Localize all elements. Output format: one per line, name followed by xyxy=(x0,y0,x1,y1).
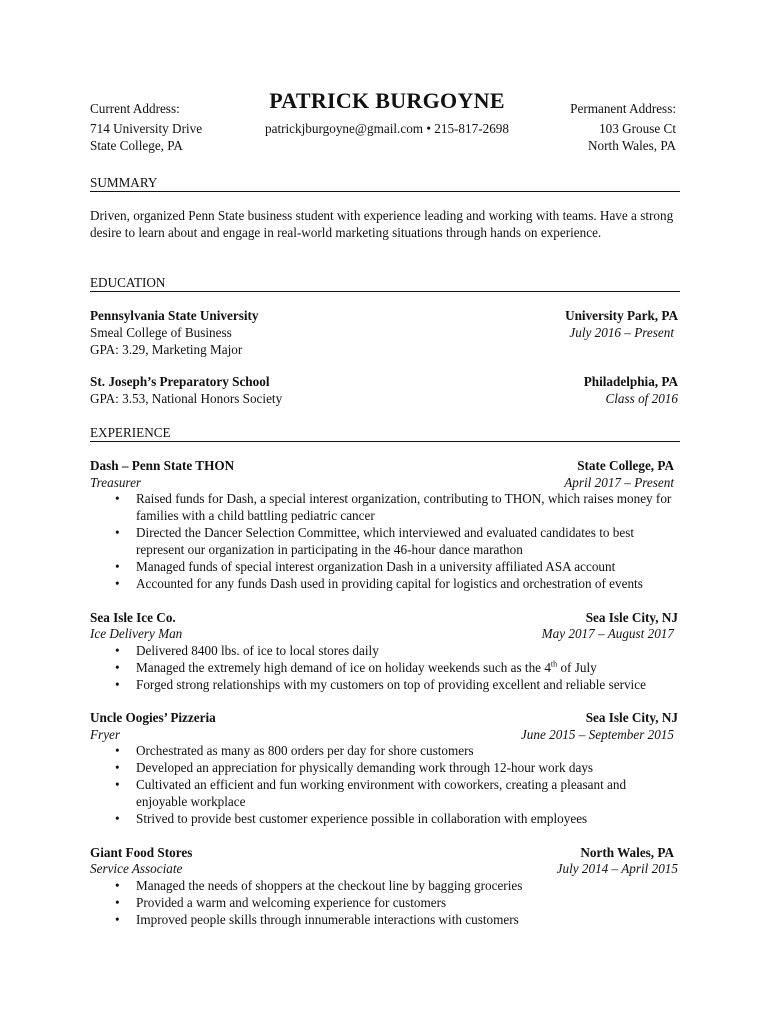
summary-heading: SUMMARY xyxy=(90,175,158,190)
job-bullets xyxy=(90,877,680,928)
list-item: • Managed the extremely high demand of ice on holiday weekends such as the 4th of July xyxy=(115,659,597,675)
job-dates: June 2015 – September 2015 xyxy=(520,727,674,742)
bullet-icon: • xyxy=(115,743,120,758)
school-row xyxy=(90,324,678,341)
list-item: • Provided a warm and welcoming experience for customers xyxy=(115,895,447,910)
job-role: Service Associate xyxy=(90,861,183,876)
school-row xyxy=(90,373,678,390)
job-header xyxy=(90,457,678,474)
bullet-icon: • xyxy=(115,660,120,675)
job-bullets xyxy=(90,742,680,827)
list-item: • Forged strong relationships with my customers on top of providing excellent and reliable service xyxy=(115,677,646,692)
job-org: Uncle Oogies’ Pizzeria xyxy=(90,710,216,725)
job-bullets xyxy=(90,490,680,592)
bullet-icon: • xyxy=(115,525,120,540)
job-subheader xyxy=(90,625,678,642)
job-header xyxy=(90,844,678,861)
current-address-line1: 714 University Drive xyxy=(90,121,203,136)
job-header xyxy=(90,609,678,626)
current-address-label: Current Address: xyxy=(90,101,180,116)
job-dates: May 2017 – August 2017 xyxy=(541,626,674,641)
school-location: Philadelphia, PA xyxy=(583,374,678,389)
bullet-icon: • xyxy=(115,677,120,692)
school-dates: Class of 2016 xyxy=(605,391,678,406)
job-org: Dash – Penn State THON xyxy=(90,458,235,473)
permanent-address-line1: 103 Grouse Ct xyxy=(599,121,676,136)
current-address-line2: State College, PA xyxy=(90,138,183,153)
list-item: • Developed an appreciation for physically demanding work through 12-hour work days xyxy=(115,760,594,775)
job-location: Sea Isle City, NJ xyxy=(585,710,678,725)
job-location: North Wales, PA xyxy=(580,845,674,860)
permanent-address-label: Permanent Address: xyxy=(570,101,676,116)
school-name: Pennsylvania State University xyxy=(90,308,259,323)
education-divider xyxy=(90,291,680,292)
job-header xyxy=(90,709,678,726)
bullet-icon: • xyxy=(115,895,120,910)
list-item: • Improved people skills through innumerable interactions with customers xyxy=(115,912,519,927)
bullet-icon: • xyxy=(115,811,120,826)
list-item: • Orchestrated as many as 800 orders per day for shore customers xyxy=(115,743,474,758)
candidate-name: PATRICK BURGOYNE xyxy=(269,88,505,113)
permanent-address-line2: North Wales, PA xyxy=(588,138,676,153)
bullet-icon: • xyxy=(115,491,120,506)
school-detail: Smeal College of Business xyxy=(90,325,232,340)
list-item: • Strived to provide best customer experience possible in collaboration with employees xyxy=(115,811,588,826)
job-subheader xyxy=(90,860,678,877)
list-item: • Raised funds for Dash, a special interest organization, contributing to THON, which raises money for families with a child battling pediatric cancer xyxy=(115,491,672,523)
job-role: Ice Delivery Man xyxy=(90,626,183,641)
summary-text: Driven, organized Penn State business student with experience leading and working with teams. Have a strong desire to learn about and engage in real-world marketing situations through hands on experience. xyxy=(90,208,674,240)
summary-divider xyxy=(90,191,680,192)
job-role: Fryer xyxy=(90,727,121,742)
bullet-icon: • xyxy=(115,643,120,658)
school-location: University Park, PA xyxy=(565,308,678,323)
bullet-icon: • xyxy=(115,878,120,893)
school-gpa: GPA: 3.53, National Honors Society xyxy=(90,391,283,406)
job-location: State College, PA xyxy=(577,458,674,473)
bullet-icon: • xyxy=(115,760,120,775)
bullet-icon: • xyxy=(115,576,120,591)
job-subheader xyxy=(90,726,678,743)
list-item: • Managed funds of special interest organization Dash in a university affiliated ASA account xyxy=(115,559,616,574)
job-org: Sea Isle Ice Co. xyxy=(90,610,176,625)
contact-line: patrickjburgoyne@gmail.com • 215-817-2698 xyxy=(265,121,509,136)
bullet-icon: • xyxy=(115,559,120,574)
school-row xyxy=(90,341,678,358)
list-item: • Cultivated an efficient and fun working environment with coworkers, creating a pleasant and enjoyable workplace xyxy=(115,777,627,809)
job-subheader xyxy=(90,474,678,491)
school-row xyxy=(90,390,678,407)
school-row xyxy=(90,307,678,324)
school-gpa: GPA: 3.29, Marketing Major xyxy=(90,342,243,357)
job-role: Treasurer xyxy=(90,475,142,490)
bullet-icon: • xyxy=(115,912,120,927)
list-item: • Accounted for any funds Dash used in providing capital for logistics and orchestration of events xyxy=(115,576,643,591)
job-dates: July 2014 – April 2015 xyxy=(556,861,678,876)
experience-divider xyxy=(90,441,680,442)
school-name: St. Joseph’s Preparatory School xyxy=(90,374,270,389)
list-item: • Delivered 8400 lbs. of ice to local stores daily xyxy=(115,643,379,658)
school-dates: July 2016 – Present xyxy=(569,325,674,340)
job-org: Giant Food Stores xyxy=(90,845,193,860)
list-item: • Directed the Dancer Selection Committee, which interviewed and evaluated candidates to best represent our organization in participating in the 46-hour dance marathon xyxy=(115,525,635,557)
job-dates: April 2017 – Present xyxy=(564,475,674,490)
education-heading: EDUCATION xyxy=(90,275,166,290)
list-item: • Managed the needs of shoppers at the checkout line by bagging groceries xyxy=(115,878,523,893)
bullet-icon: • xyxy=(115,777,120,792)
experience-heading: EXPERIENCE xyxy=(90,425,171,440)
job-bullets xyxy=(90,642,680,693)
job-location: Sea Isle City, NJ xyxy=(585,610,678,625)
